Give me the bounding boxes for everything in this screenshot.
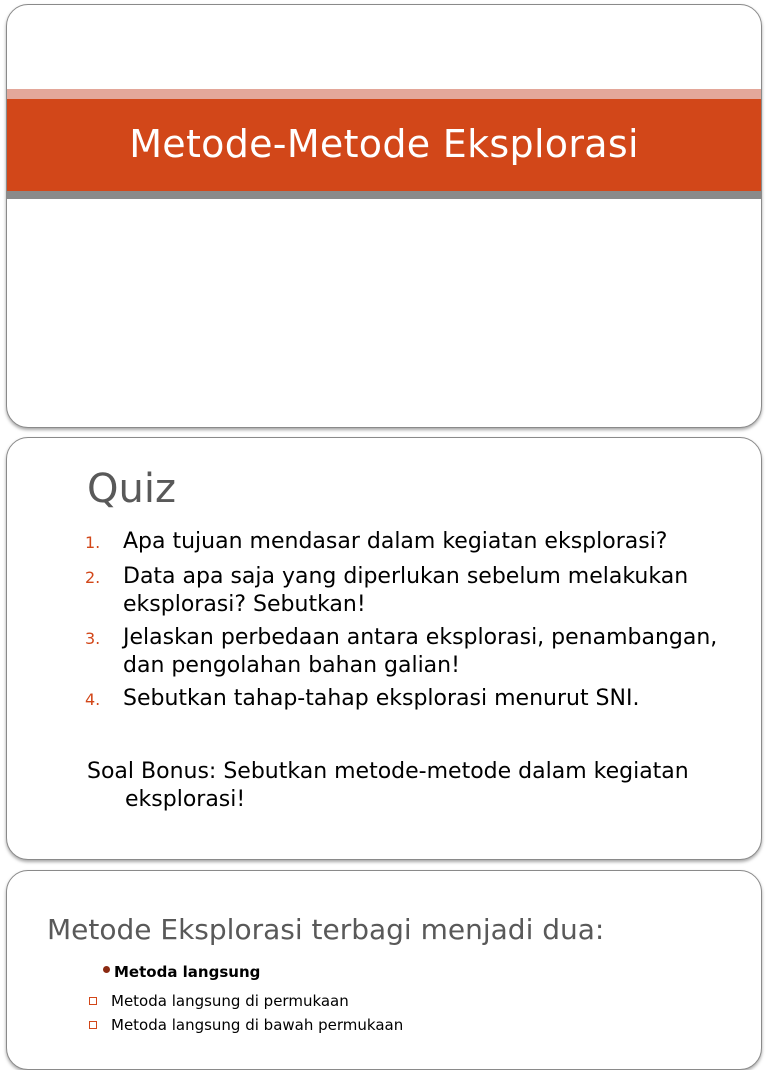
list-item: [85, 624, 735, 680]
list-number: 3.: [85, 629, 101, 648]
slide-3-title: Metode Eksplorasi terbagi menjadi dua:: [47, 913, 605, 946]
sub-bullet-list: [89, 989, 403, 1037]
list-text: Jelaskan perbedaan antara eksplorasi, penambangan, dan pengolahan bahan galian!: [123, 625, 718, 678]
list-item: [89, 989, 403, 1013]
slide-1-title: Metode-Metode Eksplorasi: [129, 122, 639, 166]
list-item: [89, 1013, 403, 1037]
list-number: 1.: [85, 533, 101, 552]
square-bullet-icon: [89, 1021, 97, 1029]
square-bullet-icon: [89, 997, 97, 1005]
list-text: Metoda langsung di permukaan: [111, 992, 349, 1010]
bullet-dot-icon: [103, 966, 110, 973]
list-text: Sebutkan tahap-tahap eksplorasi menurut SNI.: [123, 686, 640, 711]
bonus-question: Soal Bonus: Sebutkan metode-metode dalam kegiatan eksplorasi!: [87, 759, 689, 812]
list-number: 4.: [85, 690, 101, 709]
quiz-list: [85, 528, 735, 720]
list-text: Metoda langsung di bawah permukaan: [111, 1016, 404, 1034]
title-band-bottom-line: [7, 191, 761, 199]
list-text: Apa tujuan mendasar dalam kegiatan eksplorasi?: [123, 529, 668, 554]
list-number: 2.: [85, 568, 101, 587]
slide-2[interactable]: [6, 437, 762, 860]
list-item: [85, 528, 735, 558]
bullet-text: Metoda langsung: [114, 963, 261, 981]
list-item: [85, 685, 735, 715]
slide-1[interactable]: [6, 4, 762, 428]
title-band: [7, 99, 761, 191]
list-item: [85, 563, 735, 619]
title-band-top-line: [7, 89, 761, 99]
list-text: Data apa saja yang diperlukan sebelum melakukan eksplorasi? Sebutkan!: [123, 564, 689, 617]
slide-3[interactable]: [6, 870, 762, 1070]
slide-2-title: Quiz: [87, 466, 176, 512]
bullet-item: [103, 963, 260, 981]
